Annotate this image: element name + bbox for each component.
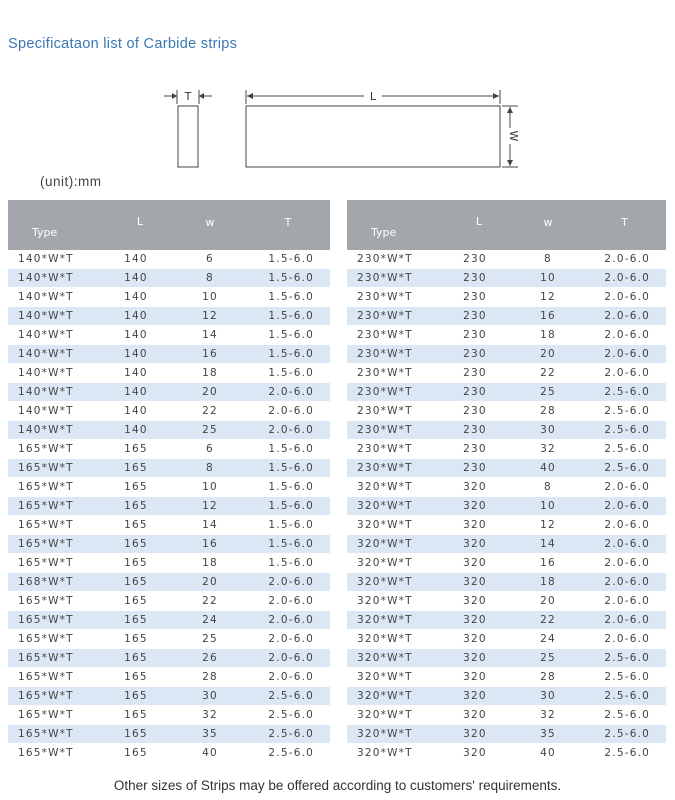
header-type: Type bbox=[8, 200, 106, 250]
cell-w: 30 bbox=[513, 687, 583, 706]
table-row bbox=[347, 250, 666, 269]
cell-t: 1.5-6.0 bbox=[246, 288, 330, 307]
cell-w: 25 bbox=[174, 421, 246, 440]
cell-type: 230*W*T bbox=[347, 288, 445, 307]
table-row bbox=[8, 497, 330, 516]
cell-l: 320 bbox=[445, 535, 513, 554]
cell-w: 20 bbox=[513, 592, 583, 611]
cell-w: 8 bbox=[513, 478, 583, 497]
cell-type: 230*W*T bbox=[347, 402, 445, 421]
cell-type: 140*W*T bbox=[8, 326, 106, 345]
cell-type: 320*W*T bbox=[347, 497, 445, 516]
cell-w: 10 bbox=[174, 288, 246, 307]
header-w: w bbox=[174, 200, 246, 250]
cell-type: 320*W*T bbox=[347, 535, 445, 554]
cell-w: 20 bbox=[174, 383, 246, 402]
table-row bbox=[8, 573, 330, 592]
table-row bbox=[8, 364, 330, 383]
cell-t: 2.0-6.0 bbox=[246, 630, 330, 649]
table-row bbox=[347, 649, 666, 668]
header-t: T bbox=[246, 200, 330, 250]
cell-t: 2.0-6.0 bbox=[583, 307, 666, 326]
cell-type: 165*W*T bbox=[8, 554, 106, 573]
strip-dimension-diagram bbox=[0, 0, 675, 200]
cell-t: 1.5-6.0 bbox=[246, 345, 330, 364]
cell-t: 2.5-6.0 bbox=[583, 459, 666, 478]
table-row bbox=[8, 744, 330, 763]
cell-l: 165 bbox=[106, 668, 174, 687]
header-l: L bbox=[106, 200, 174, 250]
cell-type: 140*W*T bbox=[8, 269, 106, 288]
cell-type: 140*W*T bbox=[8, 421, 106, 440]
cell-l: 320 bbox=[445, 478, 513, 497]
cell-t: 2.0-6.0 bbox=[583, 630, 666, 649]
strip-side-view bbox=[246, 106, 500, 167]
cell-w: 16 bbox=[513, 307, 583, 326]
cell-type: 230*W*T bbox=[347, 250, 445, 269]
cell-w: 16 bbox=[174, 535, 246, 554]
cell-type: 230*W*T bbox=[347, 459, 445, 478]
table-row bbox=[347, 326, 666, 345]
table-row bbox=[347, 269, 666, 288]
cell-type: 320*W*T bbox=[347, 573, 445, 592]
table-row bbox=[347, 364, 666, 383]
cell-l: 165 bbox=[106, 478, 174, 497]
cell-w: 18 bbox=[513, 326, 583, 345]
cell-w: 25 bbox=[513, 649, 583, 668]
spec-table-right bbox=[347, 200, 666, 763]
table-row bbox=[347, 440, 666, 459]
cell-l: 320 bbox=[445, 554, 513, 573]
cell-type: 320*W*T bbox=[347, 725, 445, 744]
cell-type: 140*W*T bbox=[8, 250, 106, 269]
cell-t: 2.0-6.0 bbox=[583, 478, 666, 497]
cell-t: 1.5-6.0 bbox=[246, 250, 330, 269]
table-row bbox=[8, 630, 330, 649]
table-row bbox=[8, 535, 330, 554]
cell-w: 40 bbox=[174, 744, 246, 763]
cell-l: 230 bbox=[445, 345, 513, 364]
cell-w: 28 bbox=[513, 668, 583, 687]
cell-w: 18 bbox=[513, 573, 583, 592]
cell-t: 1.5-6.0 bbox=[246, 364, 330, 383]
cell-type: 320*W*T bbox=[347, 611, 445, 630]
header-l: L bbox=[445, 200, 513, 250]
cell-l: 320 bbox=[445, 630, 513, 649]
cell-l: 230 bbox=[445, 326, 513, 345]
cell-l: 230 bbox=[445, 421, 513, 440]
cell-t: 1.5-6.0 bbox=[246, 459, 330, 478]
cell-w: 6 bbox=[174, 250, 246, 269]
cell-type: 168*W*T bbox=[8, 573, 106, 592]
cell-type: 230*W*T bbox=[347, 440, 445, 459]
cell-l: 230 bbox=[445, 459, 513, 478]
table-row bbox=[347, 554, 666, 573]
table-row bbox=[8, 649, 330, 668]
table-row bbox=[347, 288, 666, 307]
cell-t: 2.5-6.0 bbox=[583, 706, 666, 725]
table-row bbox=[347, 611, 666, 630]
table-row bbox=[8, 383, 330, 402]
cell-type: 165*W*T bbox=[8, 668, 106, 687]
cell-type: 165*W*T bbox=[8, 592, 106, 611]
table-row bbox=[8, 478, 330, 497]
cell-l: 165 bbox=[106, 611, 174, 630]
cell-l: 320 bbox=[445, 744, 513, 763]
cell-l: 230 bbox=[445, 383, 513, 402]
cell-w: 8 bbox=[174, 269, 246, 288]
cell-type: 320*W*T bbox=[347, 744, 445, 763]
table-row bbox=[347, 630, 666, 649]
cell-type: 320*W*T bbox=[347, 554, 445, 573]
cell-w: 22 bbox=[513, 364, 583, 383]
cell-w: 10 bbox=[174, 478, 246, 497]
cell-l: 230 bbox=[445, 364, 513, 383]
cell-l: 230 bbox=[445, 307, 513, 326]
cell-t: 2.5-6.0 bbox=[583, 725, 666, 744]
table-row bbox=[347, 478, 666, 497]
cell-w: 28 bbox=[513, 402, 583, 421]
cell-type: 165*W*T bbox=[8, 611, 106, 630]
cell-t: 2.0-6.0 bbox=[246, 383, 330, 402]
cell-w: 40 bbox=[513, 744, 583, 763]
cell-type: 165*W*T bbox=[8, 649, 106, 668]
cell-type: 320*W*T bbox=[347, 478, 445, 497]
cell-t: 1.5-6.0 bbox=[246, 307, 330, 326]
table-row bbox=[8, 687, 330, 706]
cell-w: 30 bbox=[513, 421, 583, 440]
cell-w: 20 bbox=[513, 345, 583, 364]
cell-t: 2.0-6.0 bbox=[583, 592, 666, 611]
cell-t: 1.5-6.0 bbox=[246, 326, 330, 345]
cell-l: 140 bbox=[106, 383, 174, 402]
cell-type: 230*W*T bbox=[347, 307, 445, 326]
cell-w: 12 bbox=[174, 307, 246, 326]
cell-t: 2.5-6.0 bbox=[583, 402, 666, 421]
cell-w: 26 bbox=[174, 649, 246, 668]
cell-type: 165*W*T bbox=[8, 687, 106, 706]
cell-t: 2.0-6.0 bbox=[246, 402, 330, 421]
cell-t: 2.0-6.0 bbox=[583, 288, 666, 307]
cell-type: 165*W*T bbox=[8, 440, 106, 459]
cell-type: 165*W*T bbox=[8, 516, 106, 535]
t-label: T bbox=[184, 90, 192, 103]
w-label: W bbox=[507, 130, 520, 142]
table-row bbox=[8, 668, 330, 687]
cell-l: 320 bbox=[445, 668, 513, 687]
cell-type: 140*W*T bbox=[8, 307, 106, 326]
cell-t: 2.0-6.0 bbox=[583, 250, 666, 269]
table-row bbox=[8, 459, 330, 478]
cell-t: 1.5-6.0 bbox=[246, 497, 330, 516]
cell-l: 230 bbox=[445, 440, 513, 459]
table-row bbox=[347, 535, 666, 554]
cell-t: 2.5-6.0 bbox=[246, 687, 330, 706]
cell-t: 2.5-6.0 bbox=[246, 706, 330, 725]
cell-w: 16 bbox=[174, 345, 246, 364]
cell-t: 2.5-6.0 bbox=[583, 649, 666, 668]
table-row bbox=[8, 554, 330, 573]
cell-w: 22 bbox=[513, 611, 583, 630]
page-title: Specificataon list of Carbide strips bbox=[8, 36, 238, 52]
cell-t: 1.5-6.0 bbox=[246, 440, 330, 459]
cell-w: 28 bbox=[174, 668, 246, 687]
cell-l: 140 bbox=[106, 269, 174, 288]
cell-l: 320 bbox=[445, 516, 513, 535]
cell-l: 165 bbox=[106, 630, 174, 649]
cell-t: 2.0-6.0 bbox=[583, 535, 666, 554]
cell-w: 8 bbox=[513, 250, 583, 269]
cell-w: 8 bbox=[174, 459, 246, 478]
cell-type: 320*W*T bbox=[347, 706, 445, 725]
cell-l: 230 bbox=[445, 288, 513, 307]
cell-t: 2.5-6.0 bbox=[583, 383, 666, 402]
cell-w: 35 bbox=[513, 725, 583, 744]
table-row bbox=[347, 744, 666, 763]
cell-l: 320 bbox=[445, 706, 513, 725]
cell-w: 14 bbox=[174, 516, 246, 535]
cell-t: 1.5-6.0 bbox=[246, 554, 330, 573]
cell-t: 2.5-6.0 bbox=[583, 421, 666, 440]
cell-t: 2.5-6.0 bbox=[583, 744, 666, 763]
table-row bbox=[347, 687, 666, 706]
cell-l: 165 bbox=[106, 440, 174, 459]
cell-l: 230 bbox=[445, 250, 513, 269]
cell-l: 165 bbox=[106, 497, 174, 516]
cell-type: 320*W*T bbox=[347, 516, 445, 535]
cell-w: 12 bbox=[513, 288, 583, 307]
table-row bbox=[8, 725, 330, 744]
cell-type: 140*W*T bbox=[8, 288, 106, 307]
cell-type: 320*W*T bbox=[347, 649, 445, 668]
cell-type: 230*W*T bbox=[347, 383, 445, 402]
cell-t: 2.0-6.0 bbox=[583, 611, 666, 630]
table-row bbox=[8, 402, 330, 421]
cell-l: 165 bbox=[106, 725, 174, 744]
cell-l: 140 bbox=[106, 326, 174, 345]
cell-type: 165*W*T bbox=[8, 535, 106, 554]
strip-end-view bbox=[178, 106, 198, 167]
cell-t: 2.0-6.0 bbox=[583, 516, 666, 535]
cell-type: 165*W*T bbox=[8, 478, 106, 497]
cell-l: 320 bbox=[445, 592, 513, 611]
table-row bbox=[347, 402, 666, 421]
cell-type: 230*W*T bbox=[347, 364, 445, 383]
cell-t: 2.0-6.0 bbox=[246, 611, 330, 630]
cell-l: 320 bbox=[445, 687, 513, 706]
cell-t: 2.0-6.0 bbox=[246, 649, 330, 668]
cell-type: 140*W*T bbox=[8, 402, 106, 421]
cell-l: 140 bbox=[106, 288, 174, 307]
cell-l: 165 bbox=[106, 535, 174, 554]
footer-note: Other sizes of Strips may be offered according to customers' requirements. bbox=[113, 778, 562, 793]
cell-w: 22 bbox=[174, 592, 246, 611]
header-type: Type bbox=[347, 200, 445, 250]
table-row bbox=[8, 269, 330, 288]
cell-l: 165 bbox=[106, 744, 174, 763]
cell-type: 320*W*T bbox=[347, 592, 445, 611]
table-row bbox=[347, 706, 666, 725]
cell-l: 140 bbox=[106, 364, 174, 383]
cell-l: 165 bbox=[106, 649, 174, 668]
cell-w: 32 bbox=[513, 706, 583, 725]
cell-t: 2.0-6.0 bbox=[583, 326, 666, 345]
cell-l: 140 bbox=[106, 345, 174, 364]
cell-t: 1.5-6.0 bbox=[246, 478, 330, 497]
cell-type: 140*W*T bbox=[8, 345, 106, 364]
table-row bbox=[8, 307, 330, 326]
table-row bbox=[347, 592, 666, 611]
table-row bbox=[347, 668, 666, 687]
cell-type: 320*W*T bbox=[347, 668, 445, 687]
cell-l: 140 bbox=[106, 307, 174, 326]
cell-t: 2.0-6.0 bbox=[583, 364, 666, 383]
l-label: L bbox=[369, 90, 377, 103]
cell-w: 25 bbox=[513, 383, 583, 402]
cell-w: 12 bbox=[513, 516, 583, 535]
cell-l: 165 bbox=[106, 459, 174, 478]
cell-w: 22 bbox=[174, 402, 246, 421]
cell-w: 18 bbox=[174, 364, 246, 383]
table-row bbox=[8, 516, 330, 535]
table-row bbox=[347, 725, 666, 744]
cell-t: 2.0-6.0 bbox=[583, 345, 666, 364]
cell-t: 2.5-6.0 bbox=[246, 725, 330, 744]
cell-w: 24 bbox=[513, 630, 583, 649]
table-row bbox=[8, 250, 330, 269]
cell-t: 2.0-6.0 bbox=[246, 421, 330, 440]
cell-l: 165 bbox=[106, 706, 174, 725]
table-row bbox=[347, 573, 666, 592]
table-row bbox=[8, 592, 330, 611]
header-t: T bbox=[583, 200, 666, 250]
cell-l: 165 bbox=[106, 554, 174, 573]
cell-t: 1.5-6.0 bbox=[246, 535, 330, 554]
cell-w: 35 bbox=[174, 725, 246, 744]
cell-w: 14 bbox=[513, 535, 583, 554]
cell-type: 230*W*T bbox=[347, 326, 445, 345]
cell-l: 165 bbox=[106, 573, 174, 592]
cell-type: 165*W*T bbox=[8, 497, 106, 516]
cell-type: 140*W*T bbox=[8, 364, 106, 383]
cell-type: 230*W*T bbox=[347, 345, 445, 364]
cell-t: 2.0-6.0 bbox=[583, 269, 666, 288]
cell-l: 320 bbox=[445, 573, 513, 592]
table-row bbox=[8, 440, 330, 459]
cell-l: 230 bbox=[445, 402, 513, 421]
table-row bbox=[8, 345, 330, 364]
table-row bbox=[347, 345, 666, 364]
cell-w: 12 bbox=[174, 497, 246, 516]
table-header-row bbox=[347, 200, 666, 250]
cell-w: 24 bbox=[174, 611, 246, 630]
cell-w: 30 bbox=[174, 687, 246, 706]
table-header-row bbox=[8, 200, 330, 250]
cell-t: 1.5-6.0 bbox=[246, 269, 330, 288]
cell-type: 165*W*T bbox=[8, 725, 106, 744]
cell-type: 165*W*T bbox=[8, 706, 106, 725]
cell-t: 2.0-6.0 bbox=[246, 668, 330, 687]
cell-t: 1.5-6.0 bbox=[246, 516, 330, 535]
table-row bbox=[8, 611, 330, 630]
cell-t: 2.5-6.0 bbox=[583, 668, 666, 687]
spec-table-left bbox=[8, 200, 330, 763]
cell-t: 2.0-6.0 bbox=[246, 573, 330, 592]
cell-l: 140 bbox=[106, 402, 174, 421]
cell-w: 10 bbox=[513, 269, 583, 288]
cell-w: 10 bbox=[513, 497, 583, 516]
table-row bbox=[347, 497, 666, 516]
table-row bbox=[347, 383, 666, 402]
cell-l: 165 bbox=[106, 687, 174, 706]
cell-t: 2.5-6.0 bbox=[583, 687, 666, 706]
cell-type: 140*W*T bbox=[8, 383, 106, 402]
cell-t: 2.0-6.0 bbox=[583, 554, 666, 573]
table-row bbox=[347, 421, 666, 440]
cell-t: 2.0-6.0 bbox=[246, 592, 330, 611]
cell-l: 140 bbox=[106, 421, 174, 440]
table-row bbox=[8, 326, 330, 345]
cell-w: 14 bbox=[174, 326, 246, 345]
unit-label: (unit):mm bbox=[40, 174, 102, 189]
cell-l: 320 bbox=[445, 497, 513, 516]
cell-l: 320 bbox=[445, 725, 513, 744]
table-row bbox=[347, 516, 666, 535]
cell-l: 230 bbox=[445, 269, 513, 288]
cell-w: 32 bbox=[513, 440, 583, 459]
cell-type: 165*W*T bbox=[8, 459, 106, 478]
cell-type: 320*W*T bbox=[347, 687, 445, 706]
table-row bbox=[8, 421, 330, 440]
table-row bbox=[8, 706, 330, 725]
cell-w: 25 bbox=[174, 630, 246, 649]
cell-w: 32 bbox=[174, 706, 246, 725]
cell-type: 320*W*T bbox=[347, 630, 445, 649]
cell-type: 230*W*T bbox=[347, 421, 445, 440]
cell-l: 165 bbox=[106, 516, 174, 535]
cell-t: 2.5-6.0 bbox=[246, 744, 330, 763]
cell-w: 16 bbox=[513, 554, 583, 573]
cell-type: 165*W*T bbox=[8, 744, 106, 763]
table-row bbox=[347, 307, 666, 326]
cell-l: 320 bbox=[445, 611, 513, 630]
cell-t: 2.5-6.0 bbox=[583, 440, 666, 459]
cell-type: 165*W*T bbox=[8, 630, 106, 649]
cell-w: 40 bbox=[513, 459, 583, 478]
table-row bbox=[8, 288, 330, 307]
cell-l: 140 bbox=[106, 250, 174, 269]
cell-l: 165 bbox=[106, 592, 174, 611]
cell-w: 18 bbox=[174, 554, 246, 573]
table-row bbox=[347, 459, 666, 478]
cell-t: 2.0-6.0 bbox=[583, 497, 666, 516]
cell-w: 6 bbox=[174, 440, 246, 459]
cell-l: 320 bbox=[445, 649, 513, 668]
cell-type: 230*W*T bbox=[347, 269, 445, 288]
cell-w: 20 bbox=[174, 573, 246, 592]
cell-t: 2.0-6.0 bbox=[583, 573, 666, 592]
header-w: w bbox=[513, 200, 583, 250]
